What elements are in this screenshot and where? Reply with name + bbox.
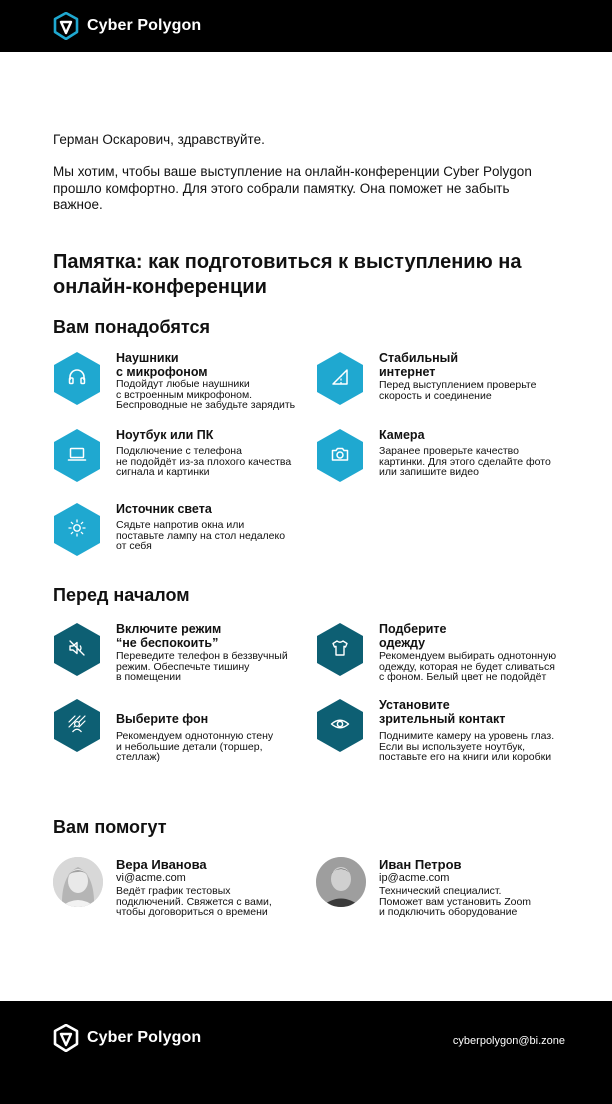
before-item-background	[53, 698, 303, 763]
sun-icon	[67, 518, 87, 538]
intro-text: Мы хотим, чтобы ваше выступление на онлайн-конференции Cyber Polygon прошло комфортно. Для этого собрали памятку. Она поможет не забыть важное.	[53, 164, 532, 212]
footer-logo-text: Cyber Polygon	[87, 1029, 202, 1046]
eye-icon	[330, 714, 350, 734]
item-title: Камера	[379, 428, 425, 442]
footer-logo[interactable]	[53, 1024, 201, 1052]
hex-badge	[316, 622, 364, 677]
section-title-help: Вам помогут	[53, 817, 167, 837]
need-item-light	[53, 502, 303, 562]
hex-badge	[53, 428, 101, 483]
item-title: Источник света	[116, 502, 212, 516]
hex-badge	[53, 351, 101, 406]
item-desc: Заранее проверьте качество картинки. Для этого сделайте фото или запишите видео	[379, 445, 551, 478]
need-item-laptop	[53, 428, 303, 488]
item-title: Включите режим “не беспокоить”	[116, 622, 222, 650]
before-item-eye-contact	[316, 698, 566, 763]
item-title: Ноутбук или ПК	[116, 428, 214, 442]
cyber-polygon-logo-icon	[53, 1024, 79, 1052]
laptop-icon	[67, 444, 87, 464]
contact-name: Вера Иванова	[116, 857, 207, 872]
contact-email[interactable]: ip@acme.com	[379, 872, 450, 884]
camera-icon	[330, 444, 350, 464]
section-title-need: Вам понадобятся	[53, 317, 210, 337]
hex-badge	[53, 502, 101, 557]
item-desc: Поднимите камеру на уровень глаз. Если вы используете ноутбук, поставьте его на книги или коробки	[379, 730, 555, 763]
avatar	[53, 857, 103, 907]
section-title-before: Перед началом	[53, 585, 190, 605]
footer-email-link[interactable]: cyberpolygon@bi.zone	[452, 1035, 565, 1047]
cyber-polygon-logo-icon	[53, 12, 79, 40]
avatar	[316, 857, 366, 907]
item-desc: Сядьте напротив окна или поставьте лампу на стол недалеко от себя	[116, 519, 286, 552]
item-desc: Подойдут любые наушники с встроенным микрофоном. Беспроводные не забудьте зарядить	[116, 378, 296, 411]
avatar-photo	[53, 857, 103, 907]
item-desc: Рекомендуем однотонную стену и небольшие детали (торшер, стеллаж)	[116, 730, 274, 763]
need-item-headphones	[53, 351, 303, 411]
contact-email[interactable]: vi@acme.com	[116, 872, 186, 884]
need-item-internet	[316, 351, 566, 411]
hex-badge	[53, 622, 101, 677]
before-item-dnd	[53, 622, 303, 682]
item-title: Подберите одежду	[379, 622, 447, 650]
headphones-icon	[67, 367, 87, 387]
item-desc: Переведите телефон в беззвучный режим. Обеспечьте тишину в помещении	[116, 650, 288, 683]
header-logo-text: Cyber Polygon	[87, 17, 202, 34]
tshirt-icon	[330, 638, 350, 658]
contact-desc: Ведёт график тестовых подключений. Свяжется с вами, чтобы договориться о времени	[116, 885, 272, 918]
header-logo[interactable]	[53, 12, 201, 40]
background-icon	[67, 714, 87, 734]
before-item-clothes	[316, 622, 566, 682]
header	[0, 0, 612, 52]
item-title: Установите зрительный контакт	[379, 698, 506, 726]
contact-desc: Технический специалист. Поможет вам установить Zoom и подключить оборудование	[379, 885, 532, 918]
hex-badge	[53, 698, 101, 753]
need-item-camera	[316, 428, 566, 488]
signal-icon	[330, 367, 350, 387]
footer	[0, 1001, 612, 1104]
item-title: Выберите фон	[116, 712, 209, 726]
contact-card-ivan	[316, 857, 566, 927]
item-title: Стабильный интернет	[379, 351, 459, 379]
item-desc: Подключение с телефона не подойдёт из-за плохого качества сигнала и картинки	[116, 445, 292, 478]
item-title: Наушники с микрофоном	[116, 351, 208, 379]
mute-icon	[67, 638, 87, 658]
contact-card-vera	[53, 857, 303, 927]
hex-badge	[316, 351, 364, 406]
contact-name: Иван Петров	[379, 857, 462, 872]
main-title: Памятка: как подготовиться к выступлению на онлайн-конференции	[53, 251, 522, 298]
greeting-text: Герман Оскарович, здравствуйте.	[53, 132, 265, 147]
item-desc: Перед выступлением проверьте скорость и соединение	[379, 379, 537, 402]
hex-badge	[316, 698, 364, 753]
hex-badge	[316, 428, 364, 483]
item-desc: Рекомендуем выбирать однотонную одежду, которая не будет сливаться с фоном. Белый цвет не подойдёт	[379, 650, 557, 683]
avatar-photo	[316, 857, 366, 907]
